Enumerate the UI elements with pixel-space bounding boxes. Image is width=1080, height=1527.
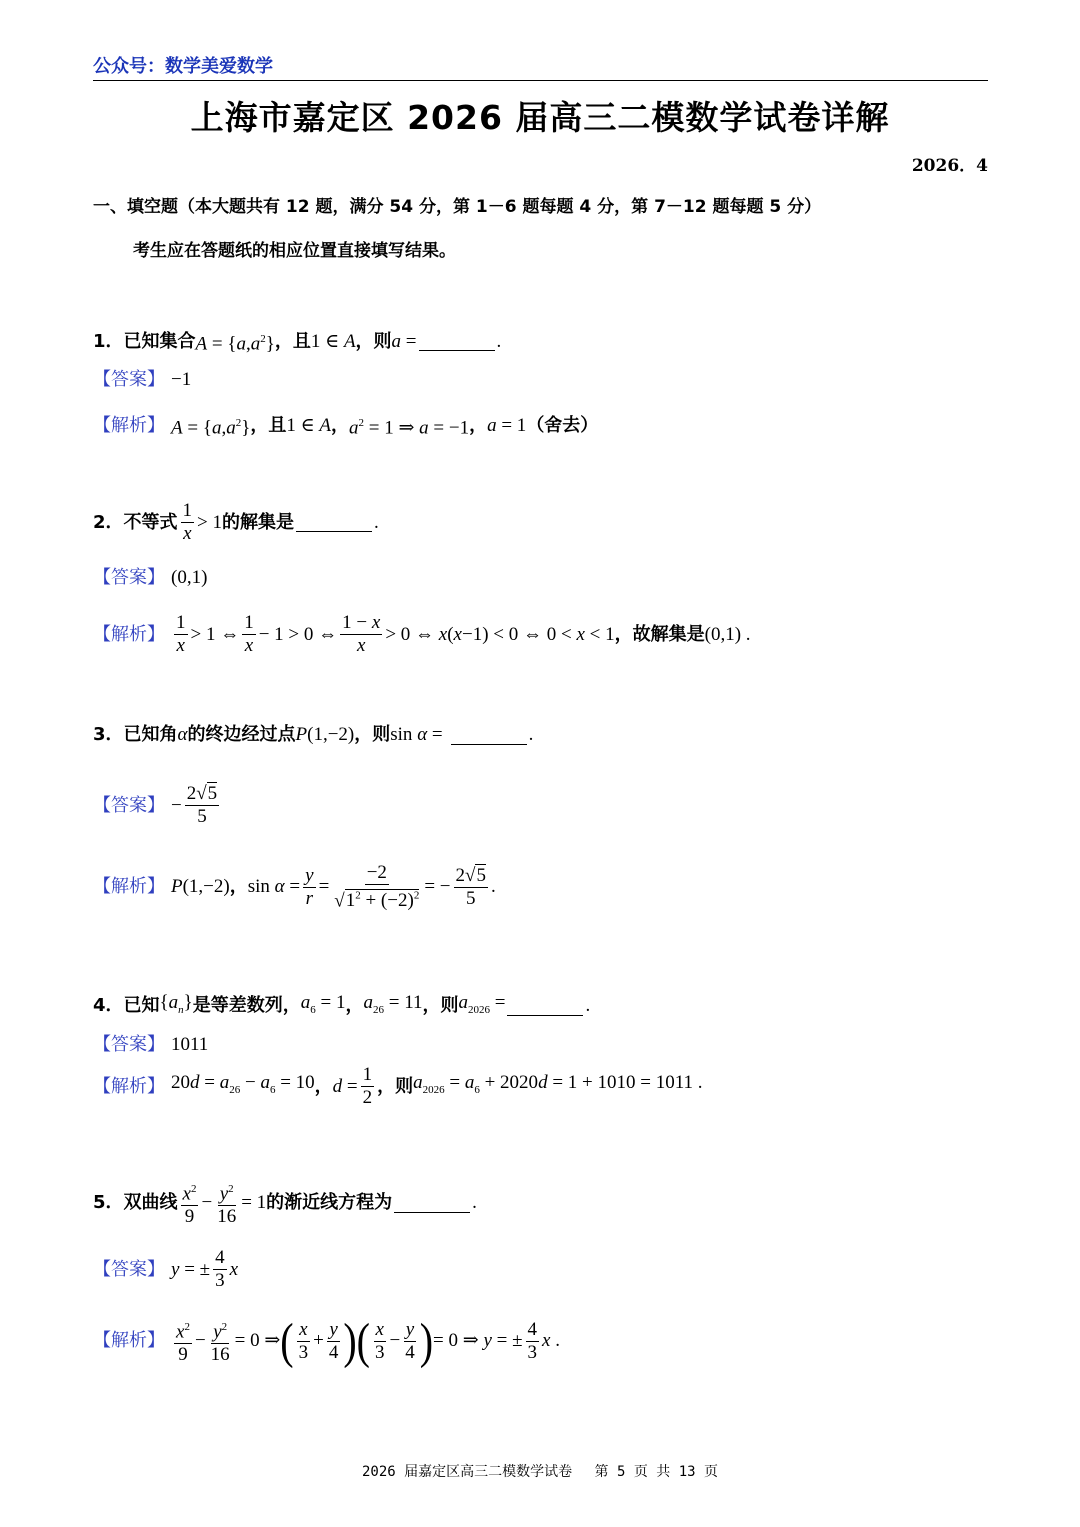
question-stem: 是等差数列， [192, 995, 301, 1017]
analysis-tag: 【解析】 [93, 623, 165, 645]
question-number: 4． [93, 995, 124, 1017]
answer-tag: 【答案】 [93, 794, 165, 816]
question-number: 5． [93, 1192, 124, 1214]
analysis-1: 【解析】 $A = \{a,a^2\}$ ，且 1 ∈ A ， $a^2 = 1$ ⇒ a = −1 ， a = 1 （舍去） [93, 414, 599, 439]
answer-2 [93, 565, 207, 591]
analysis-tag: 【解析】 [93, 876, 165, 898]
answer-value: 1011 [171, 1034, 209, 1055]
answer-blank [507, 997, 583, 1016]
answer-blank [394, 1194, 470, 1213]
question-stem: ，则 [355, 330, 392, 352]
analysis-note: ，则 [377, 1075, 414, 1097]
answer-blank [296, 513, 372, 532]
analysis-tag: 【解析】 [93, 1075, 165, 1097]
page-footer: 2026 届嘉定区高三二模数学试卷 第 5 页 共 13 页 [361, 1464, 718, 1480]
question-stem: ，且 [274, 330, 311, 352]
answer-tag: 【答案】 [93, 369, 165, 390]
analysis-2: 【解析】 $\frac{1}{x}$ > 1 ⇔ $\frac{1}{x}$ − 1 > 0 ⇔ $\frac{1 - x}{x}$ > 0 ⇔ x(x−1) < 0 ⇔ 0 < x < 1 ，故解集是 (0,1) . [93, 612, 751, 656]
question-2: 2． 不等式 $\frac{1}{x}$ > 1 的解集是 . [93, 500, 379, 544]
analysis-4: 【解析】 $20d = a_{26} - a_6 = 10$ ， d = $\frac{1}{2}$ ，则 $a_{2026} = a_6 + 2020d = 1 + 1010 = 1011$ . [93, 1064, 703, 1108]
analysis-note: （舍去） [526, 414, 599, 436]
question-stem: ，则 [354, 724, 391, 745]
question-stem: 的解集是 [222, 511, 294, 533]
answer-blank [419, 332, 495, 351]
question-4: 4． 已知 $\{a_n\}$ 是等差数列， $a_6 = 1$ ， $a_{26} = 11$ ，则 $a_{2026}$ = . [93, 990, 590, 1023]
question-stem: 的渐近线方程为 [266, 1192, 393, 1214]
section-note: 考生应在答题纸的相应位置直接填写结果。 [133, 241, 456, 261]
analysis-5: 【解析】 $\frac{x^2}{9}$ − $\frac{y^2}{16}$ = 0 ⇒ ( $\frac{x}{3}$ + $\frac{y}{4}$ ) ( $\frac{x}{3}$ − $\frac{y}{4}$ ) = 0 ⇒ y = ± $\frac{4}{3}$ x . [93, 1312, 560, 1369]
question-stem: 已知 [123, 995, 160, 1017]
question-number: 2． [93, 511, 124, 533]
analysis-note: ，故解集是 [614, 623, 705, 645]
answer-value: $\frac{2√5}{5}$ [186, 783, 218, 827]
question-3: 3． 已知角 α 的终边经过点 P(1,−2) ，则 sin α = . [93, 722, 533, 748]
question-1: 1． 已知集合 $A = \{a,a^2\}$ ，且 1 ∈ A ，则 a = . [93, 330, 502, 355]
analysis-tag: 【解析】 [93, 1330, 165, 1352]
answer-tag: 【答案】 [93, 567, 165, 588]
question-stem: 已知角 [123, 724, 178, 745]
question-number: 1． [93, 330, 124, 352]
answer-3: 【答案】 − $\frac{2√5}{5}$ [93, 783, 218, 827]
answer-value: $\frac{4}{3}$ [215, 1247, 225, 1291]
answer-tag: 【答案】 [93, 1258, 165, 1280]
question-stem: 已知集合 [123, 330, 196, 352]
question-stem: 的终边经过点 [187, 724, 296, 745]
answer-blank [451, 726, 527, 745]
question-5: 5． 双曲线 $\frac{x^2}{9}$ − $\frac{y^2}{16}$ = 1 的渐近线方程为 . [93, 1178, 477, 1228]
answer-value: −1 [171, 369, 192, 390]
question-stem: 双曲线 [123, 1192, 178, 1214]
question-stem: ，则 [422, 995, 459, 1017]
answer-value: (0,1) [171, 567, 208, 588]
answer-1 [93, 367, 191, 393]
document-title: 上海市嘉定区 2026 届高三二模数学试卷详解 [190, 98, 890, 137]
answer-4 [93, 1032, 208, 1058]
header-divider [93, 80, 988, 81]
answer-5: 【答案】 y = ± $\frac{4}{3}$ x [93, 1247, 239, 1291]
section-heading: 一、填空题（本大题共有 12 题，满分 54 分，第 1－6 题每题 4 分，第 7－12 题每题 5 分） [93, 197, 822, 217]
analysis-tag: 【解析】 [93, 414, 165, 436]
analysis-3: 【解析】 P(1,−2) ， sin α = $\frac{y}{r}$ = $\frac{-2}{√1^2 + (-2)^2}$ = − $\frac{2√5}{5}$ . [93, 862, 496, 912]
header-brand: 公众号：数学美爱数学 [93, 56, 273, 77]
answer-tag: 【答案】 [93, 1034, 165, 1055]
question-stem: 不等式 [123, 511, 178, 533]
document-date: 2026．4 [911, 156, 988, 176]
question-number: 3． [93, 724, 124, 745]
